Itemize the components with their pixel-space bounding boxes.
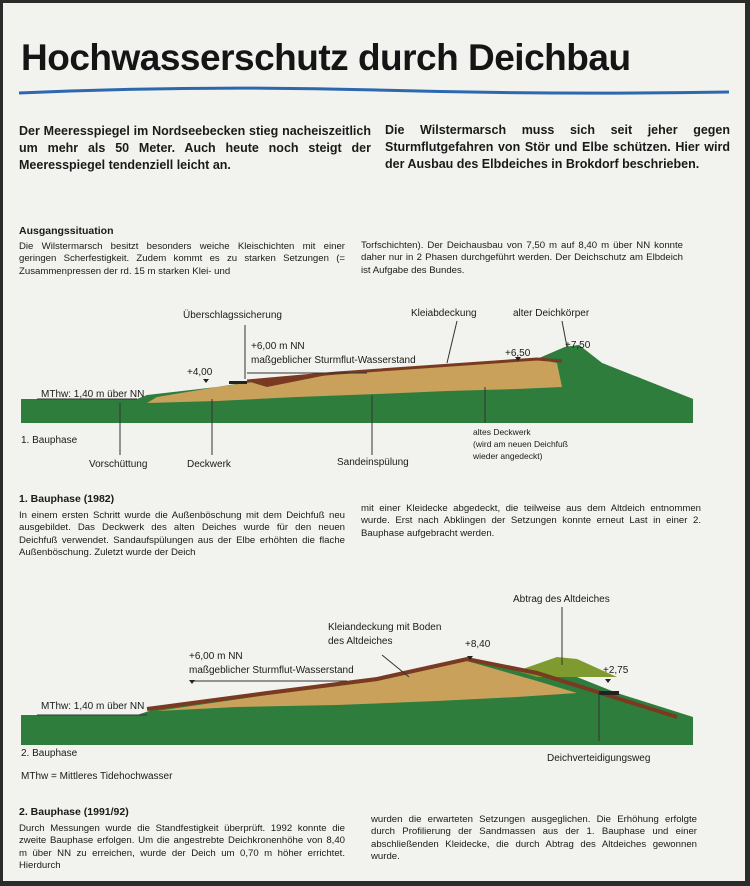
label-deckwerk: Deckwerk [187,459,231,470]
label-mthw-2: MThw: 1,40 m über NN [41,701,145,712]
phase2-left: Durch Messungen wurde die Standfestigkeit überprüft. 1992 konnte die zweite Bauphase erfolgen. Um die angestrebte Deichkronenhöhe von 8,40 m über NN zu erreichen, wurde der Deich um 0,70 m höher errichtet. Hierdurch [19,823,345,872]
overtopping-protection-1 [229,381,247,384]
label-phase-2: 2. Bauphase [21,748,78,759]
label-h275: +2,75 [603,665,629,676]
label-klei-2b: des Altdeiches [328,636,393,647]
marker-600 [189,680,195,684]
phase1-left: In einem ersten Schritt wurde die Außenböschung mit dem Deichfuß neu ausgebildet. Das Deckwerk des alten Deiches wurde für den neuen Deichfuß verwendet. Sandaufspülungen aus der Elbe erhöhten die flache Außenböschung. Zuletzt wurde der Deich [19,510,345,559]
label-alter-koerper: alter Deichkörper [513,308,590,319]
label-h400: +4,00 [187,367,213,378]
label-kleiabdeckung: Kleiabdeckung [411,308,477,319]
label-phase-1: 1. Bauphase [21,435,78,446]
ausgang-left: Die Wilstermarsch besitzt besonders weiche Kleischichten mit einer geringen Scherfestigkeit. Zudem kommt es zu starken Setzungen (= Zusammenpressen der rd. 15 m starken Klei- und [19,241,345,277]
label-nn-2a: +6,00 m NN [189,651,243,662]
ausgang-heading: Ausgangssituation [19,225,114,237]
label-h840: +8,40 [465,639,491,650]
label-ueberschlag: Überschlagssicherung [183,310,282,321]
label-nn-1a: +6,00 m NN [251,341,305,352]
marker-275 [605,679,611,683]
label-altes-deckwerk-1: altes Deckwerk [473,427,531,437]
label-mthw-definition: MThw = Mittleres Tidehochwasser [21,771,173,782]
marker-400 [203,379,209,383]
label-vorschuettung: Vorschüttung [89,459,148,470]
label-abtrag: Abtrag des Altdeiches [513,594,610,605]
diagram-phase-1 [17,303,693,433]
label-klei-2a: Kleiandeckung mit Boden [328,622,442,633]
information-sign [3,3,745,881]
phase1-heading: 1. Bauphase (1982) [19,493,115,505]
pointer-kleiabdeckung [447,321,457,363]
intro-right: Die Wilstermarsch muss sich seit jeher gegen Sturmflutgefahren von Stör und Elbe schützen. Hier wird der Ausbau des Elbdeiches in Brokdorf beschrieben. [385,123,730,171]
phase2-heading: 2. Bauphase (1991/92) [19,806,129,818]
label-nn-2b: maßgeblicher Sturmflut-Wasserstand [189,665,354,676]
diagram-phase-2 [17,633,693,745]
label-nn-1b: maßgeblicher Sturmflut-Wasserstand [251,355,416,366]
phase1-right: mit einer Kleidecke abgedeckt, die teilweise aus dem Altdeich entnommen wurde. Erst nach Abklingen der Setzungen konnte erneut Last in einer 2. Bauphase aufgebracht werden. [361,503,701,539]
label-sandeinspuelung: Sandeinspülung [337,457,409,468]
label-altes-deckwerk-3: wieder angedeckt) [473,451,543,461]
defence-road-2 [599,691,619,695]
phase2-right: wurden die erwarteten Setzungen ausgeglichen. Die Erhöhung erfolgte durch Profilierung der Sandmassen aus der 1. Bauphase und einer abschließenden Kleidecke, die durch Abtrag des Altdeiches gewonnen wurde. [371,814,697,863]
label-h750: +7,50 [565,340,591,351]
label-altes-deckwerk-2: (wird am neuen Deichfuß [473,439,568,449]
label-verteidigungsweg: Deichverteidigungsweg [547,753,651,764]
page-title: Hochwasserschutz durch Deichbau [21,37,631,78]
intro-left: Der Meeresspiegel im Nordseebecken stieg nacheiszeitlich um mehr als 50 Meter. Auch heute noch steigt der Meeresspiegel tendenziell leicht an. [19,124,371,172]
label-h650: +6,50 [505,348,531,359]
label-mthw-1: MThw: 1,40 m über NN [41,389,145,400]
ausgang-right: Torfschichten). Der Deichausbau von 7,50 m auf 8,40 m über NN konnte daher nur in 2 Phasen durchgeführt werden. Der Deichschutz am Elbdeich ist Aufgabe des Bundes. [361,240,683,276]
title-underline [17,83,732,99]
